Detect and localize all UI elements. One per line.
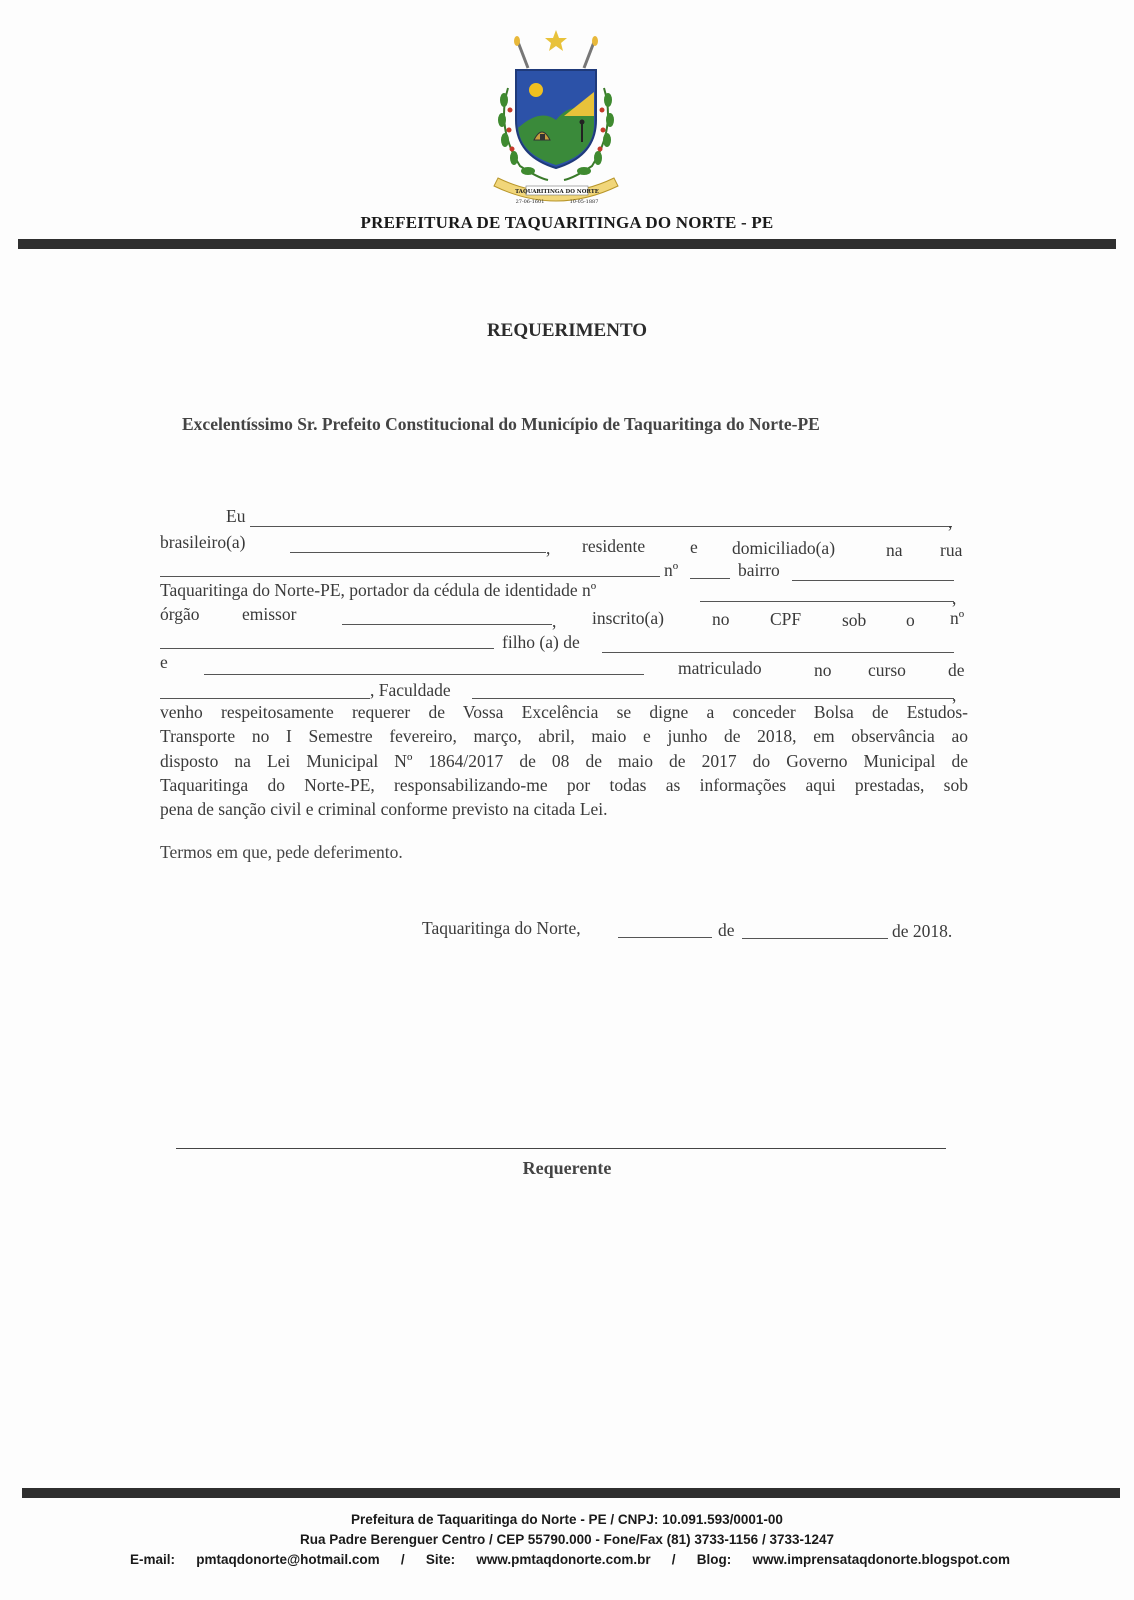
header-title: PREFEITURA DE TAQUARITINGA DO NORTE - PE (360, 213, 774, 232)
header-rule (18, 239, 1116, 249)
signature-line[interactable] (176, 1148, 946, 1149)
addressee: Excelentíssimo Sr. Prefeito Constitucional do Município de Taquaritinga do Norte-PE (182, 414, 820, 434)
document-title: REQUERIMENTO (486, 320, 648, 341)
label-eu: Eu (226, 506, 246, 526)
cpf-field[interactable] (160, 648, 494, 649)
body-line-4: Taquaritinga do Norte-PE, responsabilizando-me por todas as informações aqui prestadas, sob (160, 775, 968, 795)
body-line-3: disposto na Lei Municipal Nº 1864/2017 de 08 de maio de 2017 do Governo Municipal de (160, 751, 968, 771)
label-numero: nº (664, 560, 679, 580)
identity-number-field[interactable] (700, 601, 954, 602)
footer-line-1: Prefeitura de Taquaritinga do Norte - PE / CNPJ: 10.091.593/0001-00 (351, 1512, 783, 1527)
parent2-field[interactable] (204, 674, 644, 675)
body-line-5: pena de sanção civil e criminal conforme previsto na citada Lei. (160, 799, 608, 819)
nationality-field[interactable] (290, 552, 546, 553)
label-faculdade: , Faculdade (370, 680, 451, 700)
label-brasileiro: brasileiro(a) (160, 532, 246, 552)
house-number-field[interactable] (690, 578, 730, 579)
document-page: TAQUARITINGA DO NORTE 27-06-1601 10-05-1887 PREFEITURA DE TAQUARITINGA DO NORTE - PE REQUERIMENTO Excelentíssimo Sr. Prefeito Constitucional do Município de Taquaritinga do Norte-PE Eu , brasileiro(a) , residente e domiciliado(a) na rua nº bairro Taquaritinga do Norte-PE, portador da cédula de identidade nº , órgão emissor , inscrito(a) no CPF sob o nº filho (a) de e matriculado no curso de , Faculdade , venho respeitosamente requerer de Vossa Excelência se digne a conceder Bolsa de Estudos- Transporte no I Semestre fevereiro, março, abril, maio e junho de 2018, em observância ao disposto na Lei Municipal Nº 1864/2017 de 08 de maio de 2017 do Governo Municipal de Taquaritinga do Norte-PE, responsabilizando-me por todas as informações aqui prestadas, sob pena de sanção civil e criminal conforme previsto na citada Lei. Termos em que, pede deferimento. Taquaritinga do Norte, de de 2018. Requerente Prefeitura de Taquaritinga do Norte - PE / CNPJ: 10.091.593/0001-00 Rua Padre Berenguer Centro / CEP 55790.000 - Fone/Fax (81) 3733-1156 / 3733-1247 E-mail: pmtaqdonorte@hotmail.com / Site: www.pmtaqdonorte.com.br / Blog: www.imprensataqdonorte.blogspot.com (0, 0, 1134, 1600)
footer-line-2: Rua Padre Berenguer Centro / CEP 55790.000 - Fone/Fax (81) 3733-1156 / 3733-1247 (299, 1532, 835, 1547)
closing-text: Termos em que, pede deferimento. (160, 842, 403, 862)
body-line-2: Transporte no I Semestre fevereiro, março, abril, maio e junho de 2018, em observância ao (160, 726, 968, 746)
svg-text:TAQUARITINGA DO NORTE: TAQUARITINGA DO NORTE (515, 189, 599, 195)
footer-rule (22, 1488, 1120, 1498)
issuing-agency-field[interactable] (342, 624, 552, 625)
label-filho: filho (a) de (502, 632, 580, 652)
parent1-field[interactable] (602, 652, 954, 653)
svg-text:10-05-1887: 10-05-1887 (569, 199, 599, 205)
course-field[interactable] (160, 698, 370, 699)
name-field[interactable] (250, 526, 952, 527)
label-bairro: bairro (738, 560, 780, 580)
month-field[interactable] (742, 938, 888, 939)
svg-text:27-06-1601: 27-06-1601 (515, 199, 545, 205)
footer-line-3: E-mail: pmtaqdonorte@hotmail.com / Site: www.pmtaqdonorte.com.br / Blog: www.imprensataqdonorte.blogspot.com (130, 1552, 1010, 1567)
street-field[interactable] (160, 576, 660, 577)
date-city: Taquaritinga do Norte, (422, 918, 581, 938)
body-line-1: venho respeitosamente requerer de Vossa Excelência se digne a conceder Bolsa de Estudos- (160, 702, 968, 722)
date-year: de 2018. (892, 921, 953, 941)
day-field[interactable] (618, 937, 712, 938)
municipal-crest (490, 28, 640, 213)
label-portador: Taquaritinga do Norte-PE, portador da cédula de identidade nº (160, 580, 597, 600)
star-icon (545, 30, 567, 51)
district-field[interactable] (792, 580, 954, 581)
signature-label: Requerente (522, 1158, 612, 1178)
faculty-field[interactable] (472, 698, 954, 699)
